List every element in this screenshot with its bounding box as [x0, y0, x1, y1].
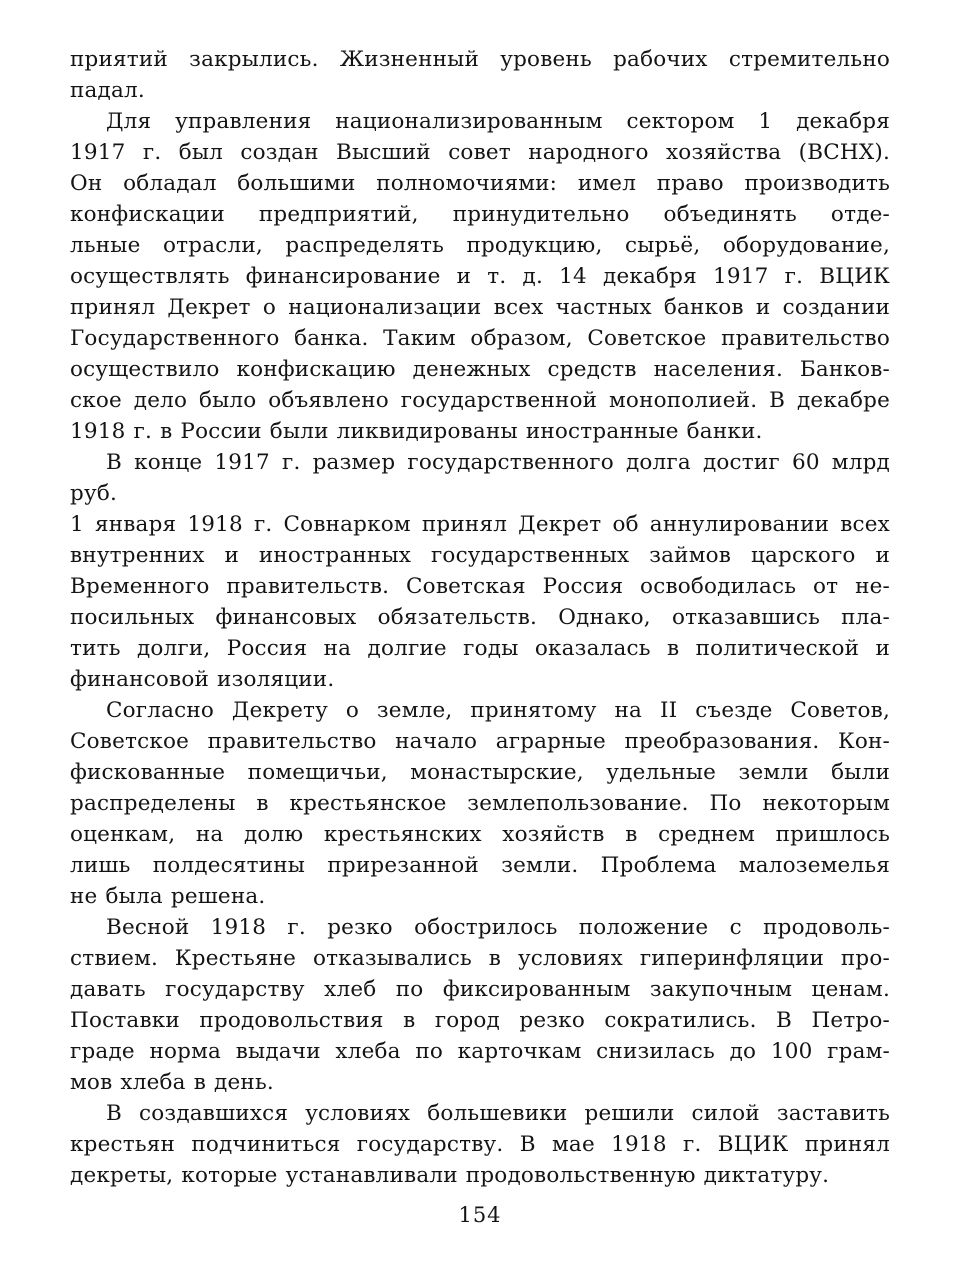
- text-line: падал.: [70, 78, 145, 103]
- text-line: лишь полдесятины прирезанной земли. Проблема малоземелья: [70, 853, 890, 878]
- text-line: В конце 1917 г. размер государственного долга достиг 60 млрд руб.: [70, 450, 890, 506]
- text-line: ствием. Крестьяне отказывались в условиях гиперинфляции про-: [70, 946, 890, 971]
- text-line: финансовой изоляции.: [70, 667, 335, 692]
- text-line: осуществило конфискацию денежных средств населения. Банков-: [70, 357, 890, 382]
- text-line: мов хлеба в день.: [70, 1070, 274, 1095]
- text-line: давать государству хлеб по фиксированным закупочным ценам.: [70, 977, 890, 1002]
- paragraph: [70, 912, 890, 1098]
- text-line: ское дело было объявлено государственной монополией. В декабре: [70, 388, 890, 413]
- text-line: осуществлять финансирование и т. д. 14 декабря 1917 г. ВЦИК: [70, 264, 890, 289]
- text-line: граде норма выдачи хлеба по карточкам снизилась до 100 грам-: [70, 1039, 890, 1064]
- paragraph: [70, 695, 890, 912]
- text-line: декреты, которые устанавливали продовольственную диктатуру.: [70, 1163, 830, 1188]
- text-line: распределены в крестьянское землепользование. По некоторым: [70, 791, 890, 816]
- paragraph: [70, 447, 890, 695]
- text-line: Он обладал большими полномочиями: имел право производить: [70, 171, 890, 196]
- text-line: Согласно Декрету о земле, принятому на II съезде Советов,: [106, 698, 890, 723]
- text-line: Весной 1918 г. резко обострилось положение с продоволь-: [106, 915, 890, 940]
- text-line: приятий закрылись. Жизненный уровень рабочих стремительно: [70, 47, 890, 72]
- text-line: Поставки продовольствия в город резко сократились. В Петро-: [70, 1008, 890, 1033]
- paragraph: [70, 106, 890, 447]
- text-line: льные отрасли, распределять продукцию, сырьё, оборудование,: [70, 233, 890, 258]
- text-line: 1918 г. в России были ликвидированы иностранные банки.: [70, 419, 763, 444]
- text-line: посильных финансовых обязательств. Однако, отказавшись пла-: [70, 605, 890, 630]
- page-number: 154: [458, 1203, 502, 1227]
- text-line: Временного правительств. Советская Россия освободилась от не-: [70, 574, 890, 599]
- text-line: В создавшихся условиях большевики решили силой заставить: [106, 1101, 890, 1126]
- text-line: Советское правительство начало аграрные преобразования. Кон-: [70, 729, 890, 754]
- text-line: 1 января 1918 г. Совнарком принял Декрет об аннулировании всех: [70, 512, 890, 537]
- text-line: Государственного банка. Таким образом, Советское правительство: [70, 326, 890, 351]
- page-footer: [70, 1203, 890, 1227]
- text-line: фискованные помещичьи, монастырские, удельные земли были: [70, 760, 890, 785]
- paragraph: [70, 44, 890, 106]
- text-line: тить долги, Россия на долгие годы оказалась в политической и: [70, 636, 890, 661]
- text-line: принял Декрет о национализации всех частных банков и создании: [70, 295, 890, 320]
- text-line: конфискации предприятий, принудительно объединять отде-: [70, 202, 890, 227]
- text-line: оценкам, на долю крестьянских хозяйств в среднем пришлось: [70, 822, 890, 847]
- text-block: [70, 44, 890, 1191]
- text-line: 1917 г. был создан Высший совет народного хозяйства (ВСНХ).: [70, 140, 890, 165]
- paragraph: [70, 1098, 890, 1191]
- text-line: внутренних и иностранных государственных займов царского и: [70, 543, 890, 568]
- text-line: Для управления национализированным сектором 1 декабря: [106, 109, 890, 134]
- text-line: крестьян подчиниться государству. В мае 1918 г. ВЦИК принял: [70, 1132, 890, 1157]
- text-line: не была решена.: [70, 884, 266, 909]
